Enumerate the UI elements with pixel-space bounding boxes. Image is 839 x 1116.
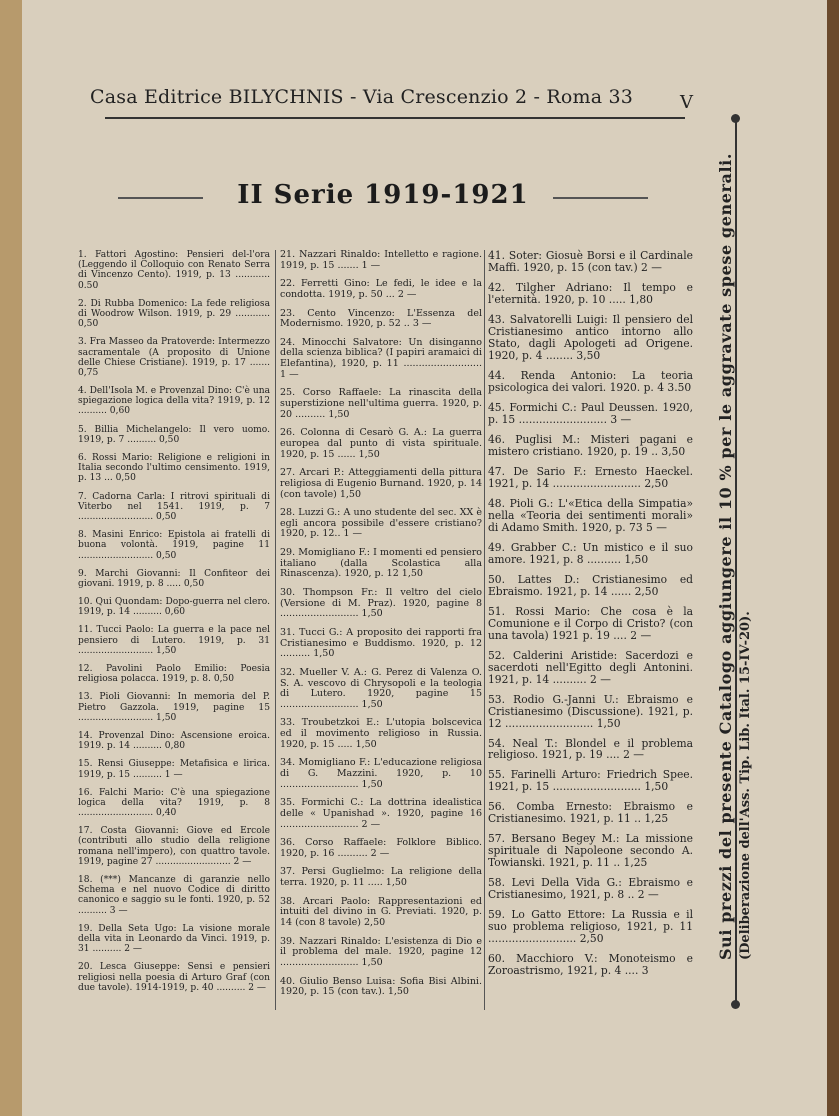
- catalog-entry: 21. Nazzari Rinaldo: Intelletto e ragione. 1919, p. 15 ....... 1 —: [280, 249, 482, 271]
- catalog-column-1: [78, 250, 270, 1001]
- catalog-entry: 46. Puglisi M.: Misteri pagani e mistero cristiano. 1920, p. 19 .. 3,50: [488, 432, 693, 458]
- column-divider-1: [275, 250, 276, 1010]
- catalog-entry: 28. Luzzi G.: A uno studente del sec. XX è egli ancora possibile d'essere cristiano? 1920, p. 12.. 1 —: [280, 507, 482, 540]
- catalog-entry: 53. Rodio G.-Janni U.: Ebraismo e Cristianesimo (Discussione). 1921, p. 12 .......................... 1,50: [488, 692, 693, 730]
- catalog-entry: 42. Tilgher Adriano: Il tempo e l'eternità. 1920, p. 10 ..... 1,80: [488, 280, 693, 306]
- sidebar-rule: [735, 118, 737, 1008]
- page-left-edge: [0, 0, 22, 1116]
- sidebar-deliberation: (Deliberazione dell'Ass. Tip. Lib. Ital. 15-IV-20).: [738, 611, 753, 960]
- catalog-entry: 58. Levi Della Vida G.: Ebraismo e Cristianesimo, 1921, p. 8 .. 2 —: [488, 876, 693, 902]
- catalog-entry: 39. Nazzari Rinaldo: L'esistenza di Dio e il problema del male. 1920, pagine 12 .......................... 1,50: [280, 935, 482, 968]
- catalog-entry: 52. Calderini Aristide: Sacerdozi e sacerdoti nell'Egitto degli Antonini. 1921, p. 14 .......... 2 —: [488, 648, 693, 686]
- catalog-entry: 38. Arcari Paolo: Rappresentazioni ed intuiti del divino in G. Previati. 1920, p. 14 (con 8 tavole) 2,50: [280, 895, 482, 929]
- catalog-column-2: [280, 250, 482, 1006]
- catalog-entry: 59. Lo Gatto Ettore: La Russia e il suo problema religioso, 1921, p. 11 .......................... 2,50: [488, 908, 693, 946]
- catalog-entry: 57. Bersano Begey M.: La missione spirituale di Napoleone secondo A. Towianski. 1921, p. 11 .. 1,25: [488, 832, 693, 870]
- catalog-entry: 24. Minocchi Salvatore: Un disinganno della scienza biblica? (I papiri aramaici di Elefantina), 1920, p. 11 .......................... 1 —: [280, 336, 482, 380]
- catalog-entry: 56. Comba Ernesto: Ebraismo e Cristianesimo. 1921, p. 11 .. 1,25: [488, 800, 693, 826]
- catalog-entry: 1. Fattori Agostino: Pensieri del-l'ora (Leggendo il Colloquio con Renato Serra di Vincenzo Cento). 1919, p. 13 ............ 0.50: [78, 250, 270, 291]
- catalog-entry: 55. Farinelli Arturo: Friedrich Spee. 1921, p. 15 .......................... 1,50: [488, 768, 693, 794]
- page-header: Casa Editrice BILYCHNIS - Via Crescenzio 2 - Roma 33: [90, 86, 634, 108]
- catalog-entry: 45. Formichi C.: Paul Deussen. 1920, p. 15 .......................... 3 —: [488, 400, 693, 426]
- catalog-entry: 17. Costa Giovanni: Giove ed Ercole (contributi allo studio della religione romana nell'impero), con quattro tavole. 1919, pagine 27 .......................... 2 —: [78, 826, 270, 867]
- catalog-entry: 41. Soter: Giosuè Borsi e il Cardinale Maffi. 1920, p. 15 (con tav.) 2 —: [488, 249, 693, 274]
- catalog-entry: 49. Grabber C.: Un mistico e il suo amore. 1921, p. 8 .......... 1,50: [488, 540, 693, 566]
- catalog-entry: 16. Falchi Mario: C'è una spiegazione logica della vita? 1919, p. 8 .......................... 0,40: [78, 787, 270, 819]
- page-number: V: [680, 92, 693, 113]
- catalog-entry: 48. Pioli G.: L'«Etica della Simpatia» nella «Teoria dei sentimenti morali» di Adamo Smith. 1920, p. 73 5 —: [488, 496, 693, 534]
- column-divider-2: [484, 250, 485, 1010]
- catalog-entry: 29. Momigliano F.: I momenti ed pensiero italiano (dalla Scolastica alla Rinascenza). 1920, p. 12 1,50: [280, 547, 482, 580]
- catalog-entry: 50. Lattes D.: Cristianesimo ed Ebraismo. 1921, p. 14 ...... 2,50: [488, 572, 693, 598]
- catalog-entry: 60. Macchioro V.: Monoteismo e Zoroastrismo, 1921, p. 4 .... 3: [488, 952, 693, 978]
- catalog-entry: 3. Fra Masseo da Pratoverde: Intermezzo sacramentale (A proposito di Unione delle Chiese Cristiane). 1919, p. 17 ....... 0,75: [78, 337, 270, 378]
- catalog-entry: 51. Rossi Mario: Che cosa è la Comunione e il Corpo di Cristo? (con una tavola) 1921 p. 19 .... 2 —: [488, 604, 693, 642]
- catalog-entry: 54. Neal T.: Blondel e il problema religioso. 1921, p. 19 .... 2 —: [488, 736, 693, 762]
- catalog-column-3: [488, 250, 693, 985]
- catalog-entry: 7. Cadorna Carla: I ritrovi spirituali di Viterbo nel 1541. 1919, p. 7 .......................... 0,50: [78, 491, 270, 522]
- catalog-entry: 8. Masini Enrico: Epistola ai fratelli di buona volontà. 1919, pagine 11 .......................... 0,50: [78, 530, 270, 561]
- serie-heading: [118, 180, 648, 216]
- catalog-entry: 14. Provenzal Dino: Ascensione eroica. 1919. p. 14 .......... 0,80: [78, 730, 270, 752]
- catalog-entry: 4. Dell'Isola M. e Provenzal Dino: C'è una spiegazione logica della vita? 1919, p. 12 .......... 0,60: [78, 386, 270, 417]
- sidebar-dot-top: [731, 114, 740, 123]
- catalog-entry: 18. (***) Mancanze di garanzie nello Schema e nel nuovo Codice di diritto canonico e saggio su le fonti. 1920, p. 52 .......... 3 —: [78, 875, 270, 916]
- catalog-entry: 33. Troubetzkoi E.: L'utopia bolscevica ed il movimento religioso in Russia. 1920, p. 15 ..... 1,50: [280, 717, 482, 750]
- catalog-entry: 27. Arcari P.: Atteggiamenti della pittura religiosa di Eugenio Burnand. 1920, p. 14 (con tavole) 1,50: [280, 467, 482, 500]
- catalog-entry: 9. Marchi Giovanni: Il Confiteor dei giovani. 1919, p. 8 ..... 0,50: [78, 568, 270, 589]
- catalog-entry: 36. Corso Raffaele: Folklore Biblico. 1920, p. 16 .......... 2 —: [280, 837, 482, 859]
- catalog-entry: 10. Qui Quondam: Dopo-guerra nel clero. 1919, p. 14 .......... 0,60: [78, 597, 270, 618]
- serie-title: II Serie 1919-1921: [237, 180, 529, 210]
- catalog-entry: 5. Billia Michelangelo: Il vero uomo. 1919, p. 7 .......... 0,50: [78, 424, 270, 445]
- header-rule: [105, 117, 685, 119]
- catalog-entry: 12. Pavolini Paolo Emilio: Poesia religiosa polacca. 1919, p. 8. 0,50: [78, 664, 270, 685]
- catalog-entry: 13. Pioli Giovanni: In memoria del P. Pietro Gazzola. 1919, pagine 15 .......................... 1,50: [78, 692, 270, 723]
- sidebar-price-note: Sui prezzi del presente Catalogo aggiungere il 10 % per le aggravate spese generali.: [716, 152, 735, 960]
- catalog-entry: 31. Tucci G.: A proposito dei rapporti fra Cristianesimo e Buddismo. 1920, p. 12 .......... 1,50: [280, 626, 482, 660]
- catalog-entry: 47. De Sario F.: Ernesto Haeckel. 1921, p. 14 .......................... 2,50: [488, 464, 693, 490]
- catalog-entry: 2. Di Rubba Domenico: La fede religiosa di Woodrow Wilson. 1919, p. 29 ............ 0,50: [78, 298, 270, 330]
- catalog-entry: 25. Corso Raffaele: La rinascita della superstizione nell'ultima guerra. 1920, p. 20 .......... 1,50: [280, 387, 482, 420]
- catalog-entry: 19. Della Seta Ugo: La visione morale della vita in Leonardo da Vinci. 1919, p. 31 .......... 2 —: [78, 923, 270, 955]
- catalog-entry: 35. Formichi C.: La dottrina idealistica delle « Upanishad ». 1920, pagine 16 .......................... 2 —: [280, 797, 482, 830]
- catalog-entry: 6. Rossi Mario: Religione e religioni in Italia secondo l'ultimo censimento. 1919, p. 13 ... 0,50: [78, 453, 270, 484]
- catalog-entry: 44. Renda Antonio: La teoria psicologica dei valori. 1920. p. 4 3.50: [488, 368, 693, 394]
- catalog-entry: 26. Colonna di Cesarò G. A.: La guerra europea dal punto di vista spirituale. 1920, p. 15 ...... 1,50: [280, 427, 482, 460]
- catalog-entry: 34. Momigliano F.: L'educazione religiosa di G. Mazzini. 1920, p. 10 .......................... 1,50: [280, 757, 482, 790]
- catalog-entry: 23. Cento Vincenzo: L'Essenza del Modernismo. 1920, p. 52 .. 3 —: [280, 307, 482, 330]
- catalog-entry: 40. Giulio Benso Luisa: Sofia Bisi Albini. 1920, p. 15 (con tav.). 1,50: [280, 975, 482, 998]
- catalog-entry: 20. Lesca Giuseppe: Sensi e pensieri religiosi nella poesia di Arturo Graf (con due tavole). 1914-1919, p. 40 .......... 2 —: [78, 962, 270, 993]
- catalog-entry: 15. Rensi Giuseppe: Metafisica e lirica. 1919, p. 15 .......... 1 —: [78, 759, 270, 780]
- catalog-entry: 22. Ferretti Gino: Le fedi, le idee e la condotta. 1919, p. 50 ... 2 —: [280, 278, 482, 300]
- catalog-entry: 11. Tucci Paolo: La guerra e la pace nel pensiero di Lutero. 1919, p. 31 .......................... 1,50: [78, 625, 270, 656]
- catalog-entry: 43. Salvatorelli Luigi: Il pensiero del Cristianesimo antico intorno allo Stato, dagli Apologeti ad Origene. 1920, p. 4 ........ 3,50: [488, 312, 693, 362]
- catalog-entry: 37. Persi Guglielmo: La religione della terra. 1920, p. 11 ..... 1,50: [280, 866, 482, 889]
- catalog-entry: 30. Thompson Fr.: Il veltro del cielo (Versione di M. Praz). 1920, pagine 8 .......................... 1,50: [280, 587, 482, 620]
- catalog-entry: 32. Mueller V. A.: G. Perez di Valenza O. S. A. vescovo di Chrysopoli e la teologia di Lutero. 1920, pagine 15 .......................... 1,50: [280, 666, 482, 710]
- sidebar-dot-bottom: [731, 1000, 740, 1009]
